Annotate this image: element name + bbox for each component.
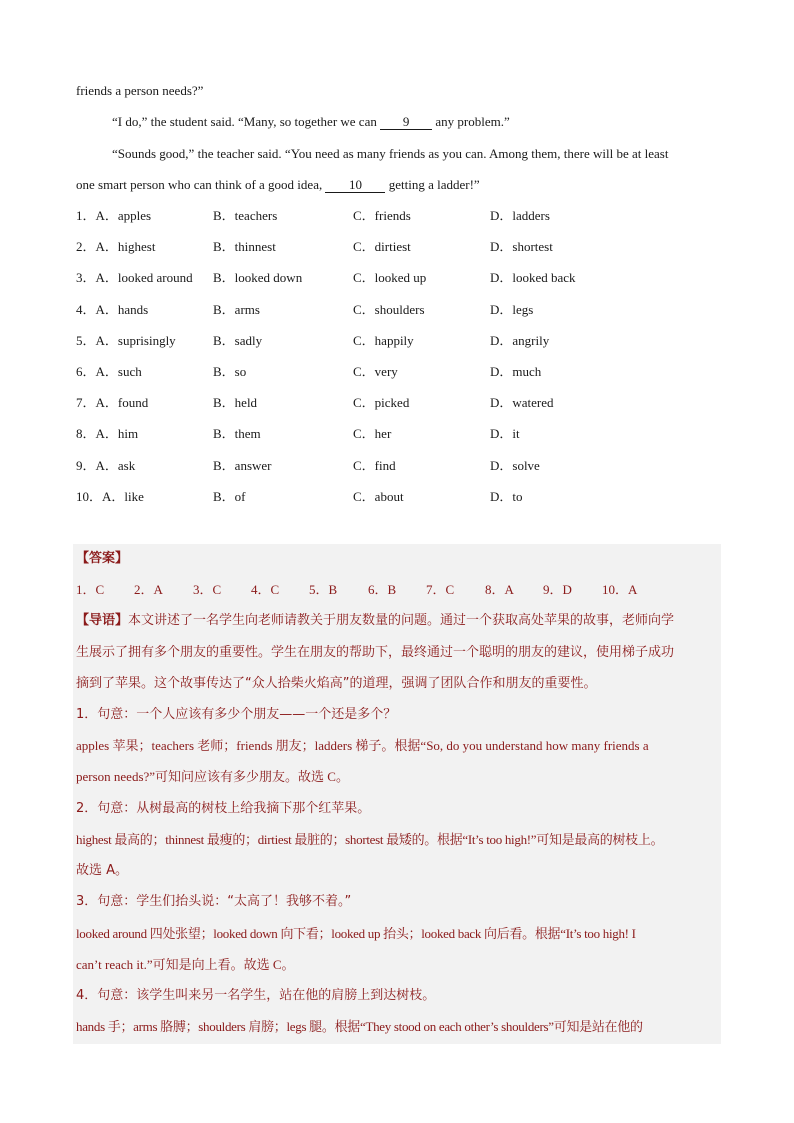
- passage-text: one smart person who can think of a good idea,: [76, 177, 326, 192]
- answer-key: 1．C: [76, 582, 105, 597]
- option-b: B．so: [213, 364, 247, 379]
- intro-text: 本文讲述了一名学生向老师请教关于朋友数量的问题。通过一个获取高处苹果的故事，老师向学: [128, 613, 675, 628]
- option-d: D．much: [490, 364, 542, 379]
- passage-line-4: [76, 176, 480, 194]
- option-a: 1．A．apples: [76, 208, 152, 223]
- option-row: [76, 301, 716, 319]
- option-c: C．her: [353, 426, 392, 441]
- option-c: C．about: [353, 489, 404, 504]
- option-b: B．them: [213, 426, 261, 441]
- answer-key: 8．A: [485, 582, 514, 597]
- passage-line-2: [112, 113, 510, 131]
- option-c: C．happily: [353, 333, 414, 348]
- option-d: D．ladders: [490, 208, 550, 223]
- answer-key: 2．A: [134, 582, 163, 597]
- option-row: [76, 425, 716, 443]
- intro-line-2: 生展示了拥有多个朋友的重要性。学生在朋友的帮助下，最终通过一个聪明的朋友的建议，使用梯子成功: [76, 645, 675, 660]
- passage-line-1: friends a person needs?”: [76, 83, 204, 98]
- option-c: C．picked: [353, 395, 410, 410]
- explain-1-title: 1．句意：一个人应该有多少个朋友——一个还是多个？: [76, 707, 397, 722]
- answer-key-row: [76, 581, 716, 599]
- option-a: 9．A．ask: [76, 458, 136, 473]
- passage-text: any problem.”: [432, 114, 510, 129]
- option-c: C．dirtiest: [353, 239, 411, 254]
- passage-line-3: “Sounds good,” the teacher said. “You need as many friends as you can. Among them, there will be at least: [112, 146, 669, 161]
- option-d: D．solve: [490, 458, 540, 473]
- explain-2-line-a: highest 最高的；thinnest 最瘦的；dirtiest 最脏的；shortest 最矮的。根据“It’s too high!”可知是最高的树枝上。: [76, 832, 664, 847]
- option-a: 3．A．looked around: [76, 270, 193, 285]
- option-b: B．held: [213, 395, 258, 410]
- passage-text: getting a ladder!”: [385, 177, 480, 192]
- option-b: B．sadly: [213, 333, 263, 348]
- option-c: C．looked up: [353, 270, 427, 285]
- option-c: C．friends: [353, 208, 411, 223]
- option-b: B．teachers: [213, 208, 278, 223]
- option-d: D．shortest: [490, 239, 553, 254]
- answer-key: 3．C: [193, 582, 222, 597]
- explain-1-line-b: person needs?”可知问应该有多少朋友。故选 C。: [76, 769, 349, 784]
- option-row: [76, 394, 716, 412]
- option-row: [76, 332, 716, 350]
- option-row: [76, 207, 716, 225]
- answer-key: 10．A: [602, 582, 638, 597]
- option-d: D．watered: [490, 395, 554, 410]
- option-d: D．legs: [490, 302, 534, 317]
- intro-label: 【导语】: [76, 613, 129, 628]
- option-b: B．of: [213, 489, 246, 504]
- explain-2-line-b: 故选 A。: [76, 863, 129, 878]
- blank-9: 9: [380, 114, 432, 130]
- option-a: 10．A．like: [76, 489, 144, 504]
- explain-4-line-a: hands 手；arms 胳膊；shoulders 肩膀；legs 腿。根据“They stood on each other’s shoulders”可知是站在他的: [76, 1019, 643, 1034]
- explain-3-line-a: looked around 四处张望；looked down 向下看；looked up 抬头；looked back 向后看。根据“It’s too high! I: [76, 926, 636, 941]
- option-a: 5．A．suprisingly: [76, 333, 176, 348]
- option-a: 7．A．found: [76, 395, 149, 410]
- option-row: [76, 363, 716, 381]
- option-b: B．answer: [213, 458, 272, 473]
- option-d: D．angrily: [490, 333, 550, 348]
- answer-key: 6．B: [368, 582, 397, 597]
- option-c: C．shoulders: [353, 302, 425, 317]
- passage-text: “I do,” the student said. “Many, so together we can: [112, 114, 381, 129]
- option-row: [76, 457, 716, 475]
- option-a: 2．A．highest: [76, 239, 156, 254]
- option-a: 4．A．hands: [76, 302, 149, 317]
- answer-key: 9．D: [543, 582, 572, 597]
- answer-key: 4．C: [251, 582, 280, 597]
- option-d: D．to: [490, 489, 523, 504]
- option-row: [76, 269, 716, 287]
- option-c: C．very: [353, 364, 398, 379]
- option-a: 6．A．such: [76, 364, 142, 379]
- explain-3-line-b: can’t reach it.”可知是向上看。故选 C。: [76, 957, 295, 972]
- intro-line-1: [76, 612, 674, 630]
- option-a: 8．A．him: [76, 426, 139, 441]
- option-row: [76, 238, 716, 256]
- answer-key: 7．C: [426, 582, 455, 597]
- explain-1-line-a: apples 苹果；teachers 老师；friends 朋友；ladders 梯子。根据“So, do you understand how many friends a: [76, 738, 649, 753]
- explain-4-title: 4．句意：该学生叫来另一名学生，站在他的肩膀上到达树枝。: [76, 988, 436, 1003]
- explain-2-title: 2．句意：从树最高的树枝上给我摘下那个红苹果。: [76, 801, 371, 816]
- option-b: B．thinnest: [213, 239, 276, 254]
- option-c: C．find: [353, 458, 396, 473]
- option-b: B．looked down: [213, 270, 303, 285]
- option-row: [76, 488, 716, 506]
- intro-line-3: 摘到了苹果。这个故事传达了“众人拾柴火焰高”的道理，强调了团队合作和朋友的重要性。: [76, 676, 597, 691]
- answer-key: 5．B: [309, 582, 338, 597]
- option-d: D．looked back: [490, 270, 576, 285]
- explain-3-title: 3．句意：学生们抬头说：“太高了！我够不着。”: [76, 894, 352, 909]
- blank-10: 10: [325, 177, 385, 193]
- option-d: D．it: [490, 426, 520, 441]
- option-b: B．arms: [213, 302, 260, 317]
- answer-header: 【答案】: [76, 551, 129, 566]
